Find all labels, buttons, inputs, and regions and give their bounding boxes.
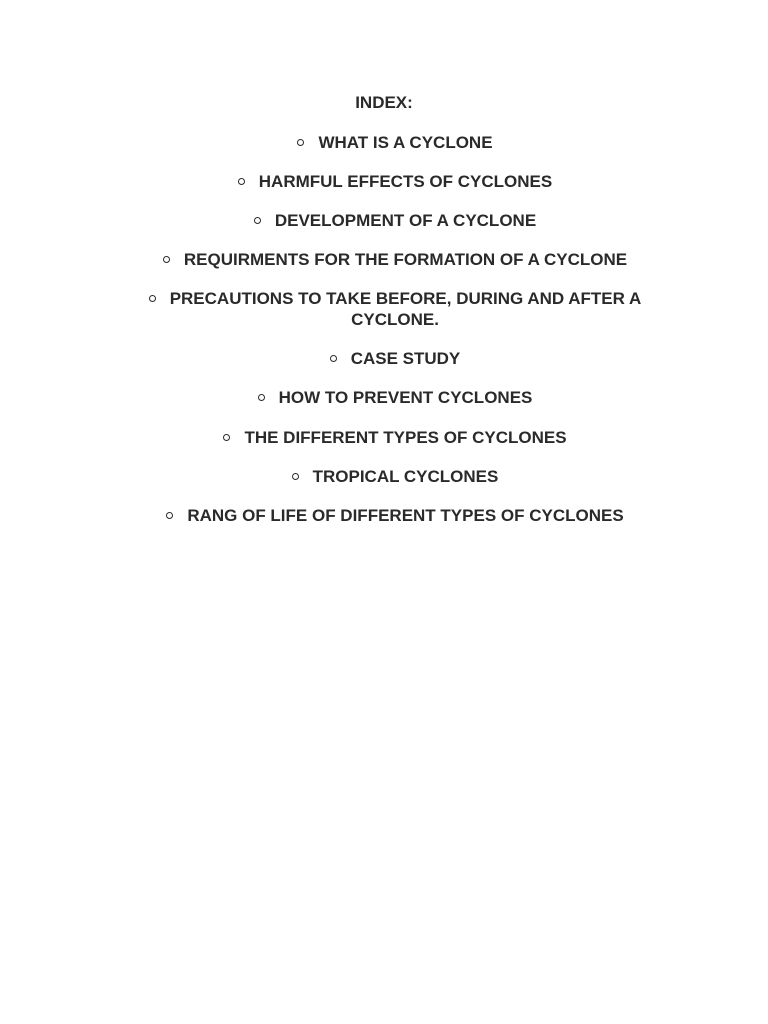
index-item-text: REQUIRMENTS FOR THE FORMATION OF A CYCLONE: [183, 250, 628, 269]
index-item: [130, 387, 660, 408]
index-item: [130, 132, 660, 153]
hollow-circle-bullet-icon: [238, 178, 245, 185]
hollow-circle-bullet-icon: [163, 256, 170, 263]
index-item: [130, 171, 660, 192]
index-item-text: DEVELOPMENT OF A CYCLONE: [274, 211, 537, 230]
hollow-circle-bullet-icon: [330, 355, 337, 362]
index-item: [130, 249, 660, 270]
hollow-circle-bullet-icon: [166, 512, 173, 519]
index-item-text: WHAT IS A CYCLONE: [318, 133, 493, 152]
index-item: [130, 505, 660, 526]
hollow-circle-bullet-icon: [149, 295, 156, 302]
index-item-text: HOW TO PREVENT CYCLONES: [278, 388, 533, 407]
index-item-text: TROPICAL CYCLONES: [312, 467, 499, 486]
index-item-text: THE DIFFERENT TYPES OF CYCLONES: [244, 428, 567, 447]
index-item: [130, 466, 660, 487]
index-item: [130, 348, 660, 369]
hollow-circle-bullet-icon: [297, 139, 304, 146]
hollow-circle-bullet-icon: [223, 434, 230, 441]
index-item: [130, 210, 660, 231]
index-item-text: HARMFUL EFFECTS OF CYCLONES: [258, 172, 553, 191]
index-heading: INDEX:: [355, 93, 413, 112]
hollow-circle-bullet-icon: [254, 217, 261, 224]
index-item: [130, 288, 660, 330]
hollow-circle-bullet-icon: [258, 394, 265, 401]
index-item: [130, 427, 660, 448]
hollow-circle-bullet-icon: [292, 473, 299, 480]
index-item-text: CASE STUDY: [350, 349, 461, 368]
index-item-text: PRECAUTIONS TO TAKE BEFORE, DURING AND AFTER A CYCLONE.: [169, 289, 642, 329]
index-item-text: RANG OF LIFE OF DIFFERENT TYPES OF CYCLONES: [187, 506, 624, 525]
